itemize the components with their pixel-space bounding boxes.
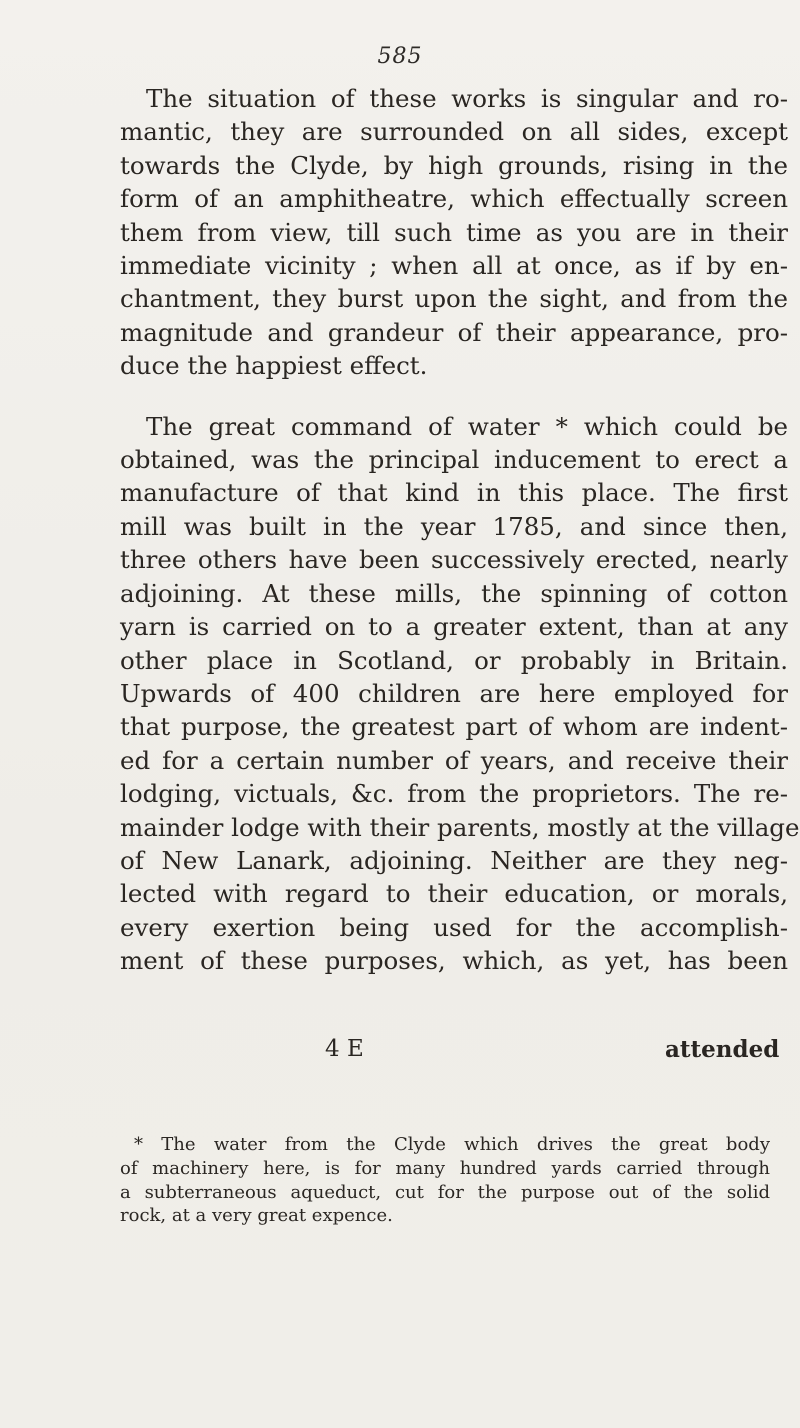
text-line: Upwards of 400 children are here employed for [120, 678, 788, 708]
text-line: them from view, till such time as you are in their [120, 217, 788, 247]
text-line: of New Lanark, adjoining. Neither are they neg- [120, 845, 788, 875]
text-line: yarn is carried on to a greater extent, than at any [120, 612, 788, 642]
text-line: duce the happiest effect. [120, 351, 428, 381]
text-line: The great command of water * which could be [146, 411, 788, 441]
footnote-line: rock, at a very great expence. [120, 1205, 393, 1227]
footnote-line: * The water from the Clyde which drives the great body [134, 1134, 770, 1155]
body-text [120, 82, 800, 978]
text-line: three others have been successively erected, nearly [120, 545, 788, 575]
text-line: that purpose, the greatest part of whom are indent- [120, 712, 788, 742]
text-line: chantment, they burst upon the sight, and from the [120, 284, 788, 314]
paragraph-2 [120, 410, 800, 978]
text-line: mainder lodge with their parents, mostly at the village [120, 812, 800, 842]
text-line: The situation of these works is singular and ro- [146, 84, 788, 113]
text-line: lodging, victuals, &c. from the proprietors. The re- [120, 779, 788, 809]
text-line: ed for a certain number of years, and receive their [120, 745, 788, 775]
text-line: other place in Scotland, or probably in Britain. [120, 645, 788, 675]
text-line: adjoining. At these mills, the spinning of cotton [120, 578, 788, 608]
footnote-line: a subterraneous aqueduct, cut for the purpose out of the solid [120, 1181, 770, 1203]
text-line: immediate vicinity ; when all at once, as if by en- [120, 251, 788, 281]
text-line: manufacture of that kind in this place. The first [120, 478, 788, 508]
text-line: magnitude and grandeur of their appearance, pro- [120, 317, 788, 347]
text-line: mill was built in the year 1785, and since then, [120, 511, 788, 541]
text-line: lected with regard to their education, or morals, [120, 879, 788, 909]
text-line: every exertion being used for the accomplish- [120, 912, 788, 942]
page-number: 585 [377, 44, 423, 69]
text-line: mantic, they are surrounded on all sides, except [120, 117, 788, 147]
catchword: attended [665, 1036, 780, 1063]
text-line: towards the Clyde, by high grounds, rising in the [120, 150, 788, 180]
text-line: obtained, was the principal inducement to erect a [120, 445, 788, 475]
paragraph-1 [120, 82, 788, 383]
text-line: ment of these purposes, which, as yet, has been [120, 946, 788, 976]
signature-mark: 4 E [325, 1036, 364, 1062]
footnote [120, 1133, 770, 1228]
footnote-line: of machinery here, is for many hundred yards carried through [120, 1157, 770, 1179]
text-line: form of an amphitheatre, which effectually screen [120, 184, 788, 214]
